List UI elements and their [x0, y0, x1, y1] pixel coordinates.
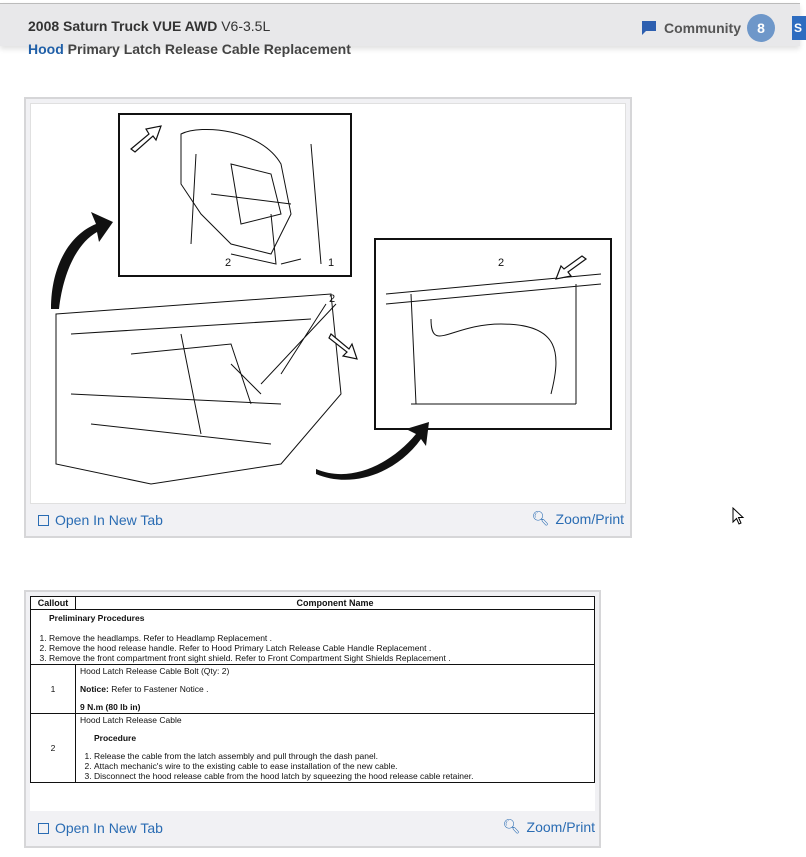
open-new-tab-link[interactable]: Open In New Tab: [38, 512, 163, 528]
open-new-tab-link-table[interactable]: Open In New Tab: [38, 820, 163, 836]
callout-2-inset: 2: [498, 257, 505, 269]
community-count-badge: 8: [747, 14, 775, 42]
mouse-cursor-icon: [732, 507, 746, 527]
hood-link[interactable]: Hood: [28, 41, 64, 57]
table-row: 2 Hood Latch Release Cable Procedure 1. Release the cable from the latch assembly and pull through the dash panel. 2. Attach mechanic's wire to the existing cable to ease installation of the new cable. 3. Disconnect the hood release cable from the hood latch by squeezing the hood release cable retainer.: [31, 714, 595, 783]
zoom-print-link-table[interactable]: 🔍︎ Zoom/Print: [502, 818, 595, 835]
figure-card: [24, 97, 632, 538]
page-title: Hood Primary Latch Release Cable Replacement: [28, 41, 351, 57]
top-bar: [0, 3, 803, 46]
zoom-in-icon: 🔍︎: [531, 510, 550, 526]
table-card: [24, 590, 601, 848]
open-tab-icon: [38, 823, 49, 834]
zoom-print-link[interactable]: 🔍︎ Zoom/Print: [531, 510, 624, 527]
zoom-in-icon: 🔍︎: [502, 818, 521, 834]
open-tab-icon: [38, 515, 49, 526]
component-table-image[interactable]: [30, 596, 595, 811]
table-row: 1 Hood Latch Release Cable Bolt (Qty: 2) Notice: Refer to Fastener Notice . 9 N.m (80 lb in): [31, 665, 595, 714]
chat-icon: [640, 19, 658, 37]
callout-2-main: 2: [329, 293, 336, 305]
extra-button[interactable]: S: [792, 16, 806, 40]
community-button[interactable]: Community 8: [640, 14, 775, 42]
callout-1-label: 2: [225, 257, 232, 269]
hood-latch-diagram: [31, 104, 625, 503]
vehicle-title: 2008 Saturn Truck VUE AWD V6-3.5L: [28, 18, 271, 34]
diagram-image[interactable]: [30, 103, 626, 504]
callout-1: 1: [328, 257, 335, 269]
component-table: Callout Component Name Preliminary Procedures 1. Remove the headlamps. Refer to Headlamp Replacement . 2. Remove the hood release handle. Refer to Hood Primary Latch Release Cable Handle Replacement . 3. Remove the front compartment front sight shield. Refer to Front Compartment Sight Shields Replacement . 1 Hood Latch Release Cable Bolt (Qty: 2) Notice: Refer to Fastener Notice . 9 N.m (80 lb in) 2 Hood Latch Release Cable Procedure 1. Release the cable from the latch assembly and pull through the dash panel. 2. Attach mechanic's wire to the existing cable to ease installation of the new cable. 3. Disconnect the hood release cable from the hood latch by squeezing the hood release cable retainer.: [30, 596, 595, 783]
